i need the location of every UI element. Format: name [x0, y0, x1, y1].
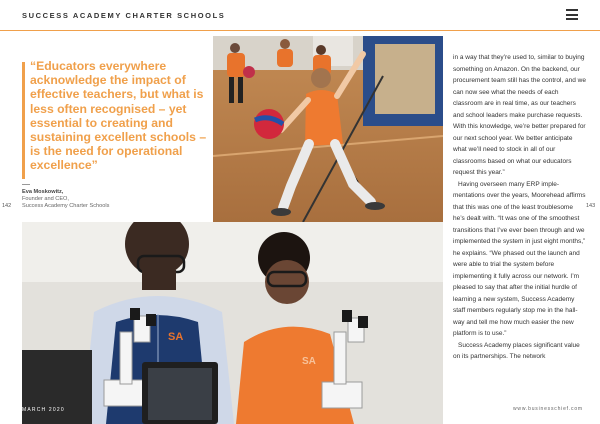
boy-shirt-logo: SA	[168, 331, 184, 343]
quote-accent-bar	[22, 62, 25, 179]
page-number-right: 143	[586, 203, 596, 209]
article-paragraph: Having overseen many ERP imple-mentations over the years, Moorehead affirms that this was one of the least troublesome he’s dealt with. “It was one of the smoothest transitions that I’ve ever been through and we implemented the system in just eight months,” he explains. “We phased out the launch and were able to trial the system before implementing it fully across our network. I’m pleased to say that after the initial hurdle of learning a new system, Success Academy staff members regularly stop me in the hall-way and tell me how much easier the new platform is to use.”	[453, 180, 586, 337]
quote-attribution	[22, 189, 109, 210]
article-paragraph: in a way that they’re used to, similar to buying something on Amazon. On the backend, our procurement team still has the control, and we can now see what the needs of each classroom are in real time, as our teachers and school leaders make purchase requests. With this knowledge, we’re better prepared for our next school year. We better anticipate what we’ll need to stock in all of our classrooms based on what our educators request this year.”	[453, 54, 586, 176]
article-paragraph: Success Academy places significant value on its partnerships. The network	[453, 341, 580, 360]
issue-date: MARCH 2020	[22, 407, 65, 413]
website-link[interactable]: www.businesschief.com	[513, 406, 583, 412]
science-lab-photo	[22, 222, 443, 424]
girl-shirt-logo: SA	[302, 356, 316, 367]
article-body	[453, 52, 586, 363]
attribution-divider	[22, 184, 30, 185]
attribution-name: Eva Moskowitz,	[22, 189, 64, 195]
gym-class-photo	[213, 36, 443, 222]
page-header	[0, 0, 600, 31]
attribution-role: Founder and CEO,	[22, 196, 69, 202]
publication-title: SUCCESS ACADEMY CHARTER SCHOOLS	[22, 11, 226, 20]
attribution-org: Success Academy Charter Schools	[22, 203, 110, 209]
page-number-left: 142	[2, 203, 12, 209]
hamburger-menu-icon[interactable]	[566, 9, 578, 20]
pull-quote: “Educators everywhere acknowledge the impact of effective teachers, but what is less often recognised – yet essential to creating and sustaining excellent schools – is the need for operational excellence”	[30, 59, 207, 173]
